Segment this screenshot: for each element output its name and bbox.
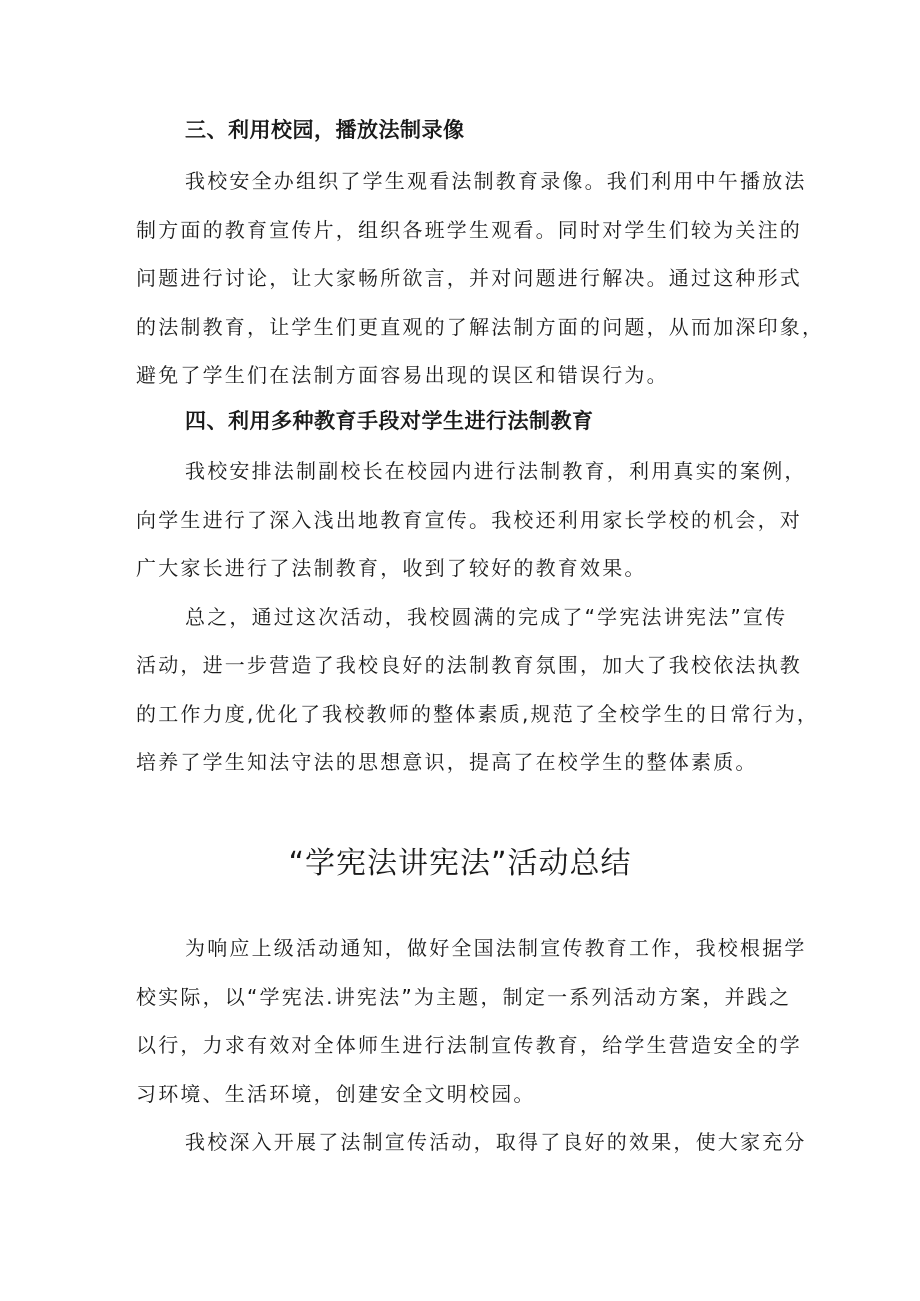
- paragraph-line: 的法制教育，让学生们更直观的了解法制方面的问题，从而加深印象，: [136, 315, 825, 339]
- paragraph-line: 我校安全办组织了学生观看法制教育录像。我们利用中午播放法: [185, 169, 807, 193]
- document-title: “学宪法讲宪法”活动总结: [288, 846, 632, 881]
- paragraph-line: 制方面的教育宣传片，组织各班学生观看。同时对学生们较为关注的: [136, 218, 802, 242]
- paragraph-line: 培养了学生知法守法的思想意识，提高了在校学生的整体素质。: [136, 750, 758, 774]
- paragraph-line: 的工作力度,优化了我校教师的整体素质,规范了全校学生的日常行为，: [136, 702, 820, 726]
- paragraph-line: 广大家长进行了法制教育，收到了较好的教育效果。: [136, 556, 647, 580]
- paragraph-line: 以行，力求有效对全体师生进行法制宣传教育，给学生营造安全的学: [136, 1033, 802, 1057]
- paragraph-line: 活动，进一步营造了我校良好的法制教育氛围，加大了我校依法执教: [136, 653, 802, 677]
- paragraph-line: 避免了学生们在法制方面容易出现的误区和错误行为。: [136, 363, 669, 387]
- paragraph-line: 我校安排法制副校长在校园内进行法制教育，利用真实的案例，: [185, 459, 807, 483]
- paragraph-line: 总之，通过这次活动，我校圆满的完成了“学宪法讲宪法”宣传: [185, 605, 788, 629]
- paragraph-line: 习环境、生活环境，创建安全文明校园。: [136, 1082, 536, 1106]
- paragraph-line: 问题进行讨论，让大家畅所欲言，并对问题进行解决。通过这种形式: [136, 266, 802, 290]
- section-heading: 四、利用多种教育手段对学生进行法制教育: [185, 409, 594, 433]
- section-heading: 三、利用校园，播放法制录像: [185, 118, 465, 142]
- paragraph-line: 校实际，以“学宪法.讲宪法”为主题，制定一系列活动方案，并践之: [136, 985, 792, 1009]
- paragraph-line: 为响应上级活动通知，做好全国法制宣传教育工作，我校根据学: [185, 936, 807, 960]
- paragraph-line: 我校深入开展了法制宣传活动，取得了良好的效果，使大家充分: [185, 1130, 807, 1154]
- paragraph-line: 向学生进行了深入浅出地教育宣传。我校还利用家长学校的机会，对: [136, 508, 802, 532]
